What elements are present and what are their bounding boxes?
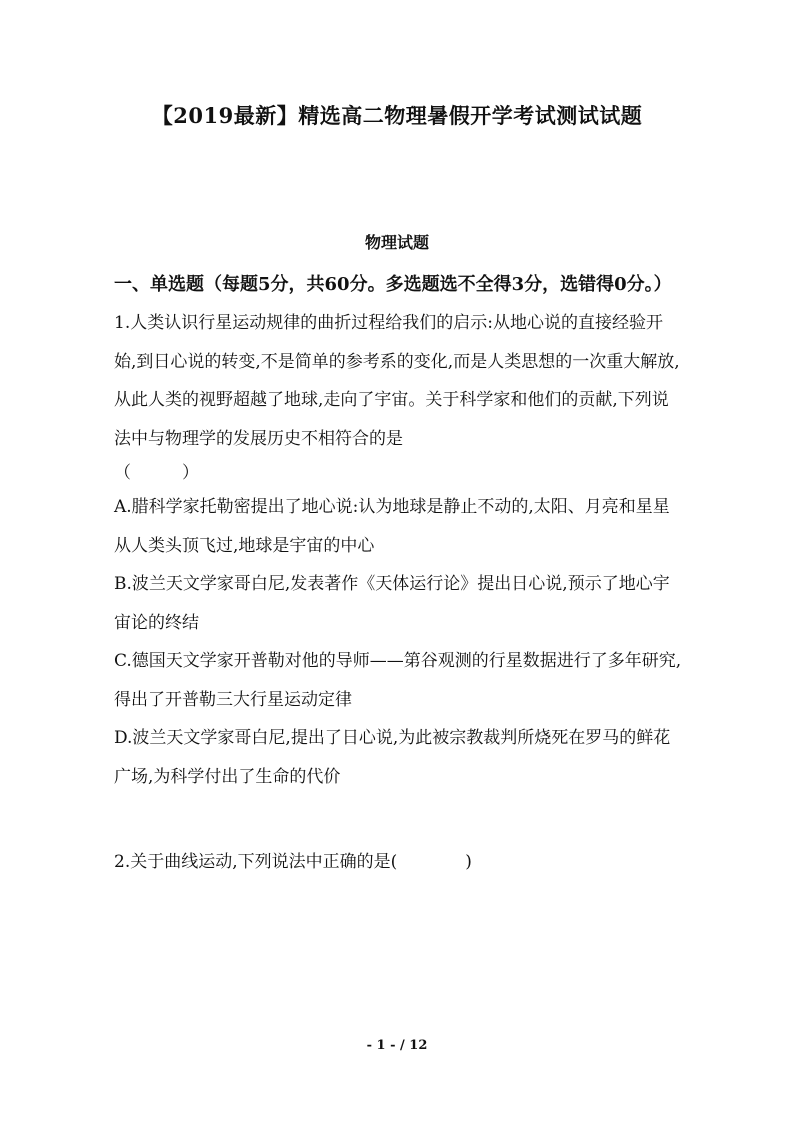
document-body (114, 266, 682, 882)
answer-blank: （ ） (114, 463, 199, 483)
question-spacer (114, 796, 682, 843)
option-c: C.德国天文学家开普勒对他的导师——第谷观测的行星数据进行了多年研究,得出了开普勒三大行星运动定律 (114, 651, 682, 710)
question-stem: 1.人类认识行星运动规律的曲折过程给我们的启示:从地心说的直接经验开始,到日心说的转变,不是简单的参考系的变化,而是人类思想的一次重大解放,从此人类的视野超越了地球,走向了宇宙。关于科学家和他们的贡献,下列说法中与物理学的发展历史不相符合的是 (114, 313, 680, 449)
option-b: B.波兰天文学家哥白尼,发表著作《天体运行论》提出日心说,预示了地心宇宙论的终结 (114, 574, 670, 633)
section-heading: 一、单选题（每题5分，共60分。多选题选不全得3分，选错得0分。） (114, 274, 672, 295)
option-d: D.波兰天文学家哥白尼,提出了日心说,为此被宗教裁判所烧死在罗马的鲜花广场,为科学付出了生命的代价 (114, 728, 671, 787)
document-subtitle: 物理试题 (364, 233, 429, 252)
document-title: 【2019最新】精选高二物理暑假开学考试测试试题 (151, 103, 643, 128)
question-stem: 2.关于曲线运动,下列说法中正确的是( ) (114, 852, 472, 872)
question-1 (114, 304, 682, 796)
page-number: - 1 - / 12 (366, 1038, 428, 1053)
option-a: A.腊科学家托勒密提出了地心说:认为地球是静止不动的,太阳、月亮和星星从人类头顶飞过,地球是宇宙的中心 (114, 497, 670, 556)
question-2 (114, 843, 682, 882)
